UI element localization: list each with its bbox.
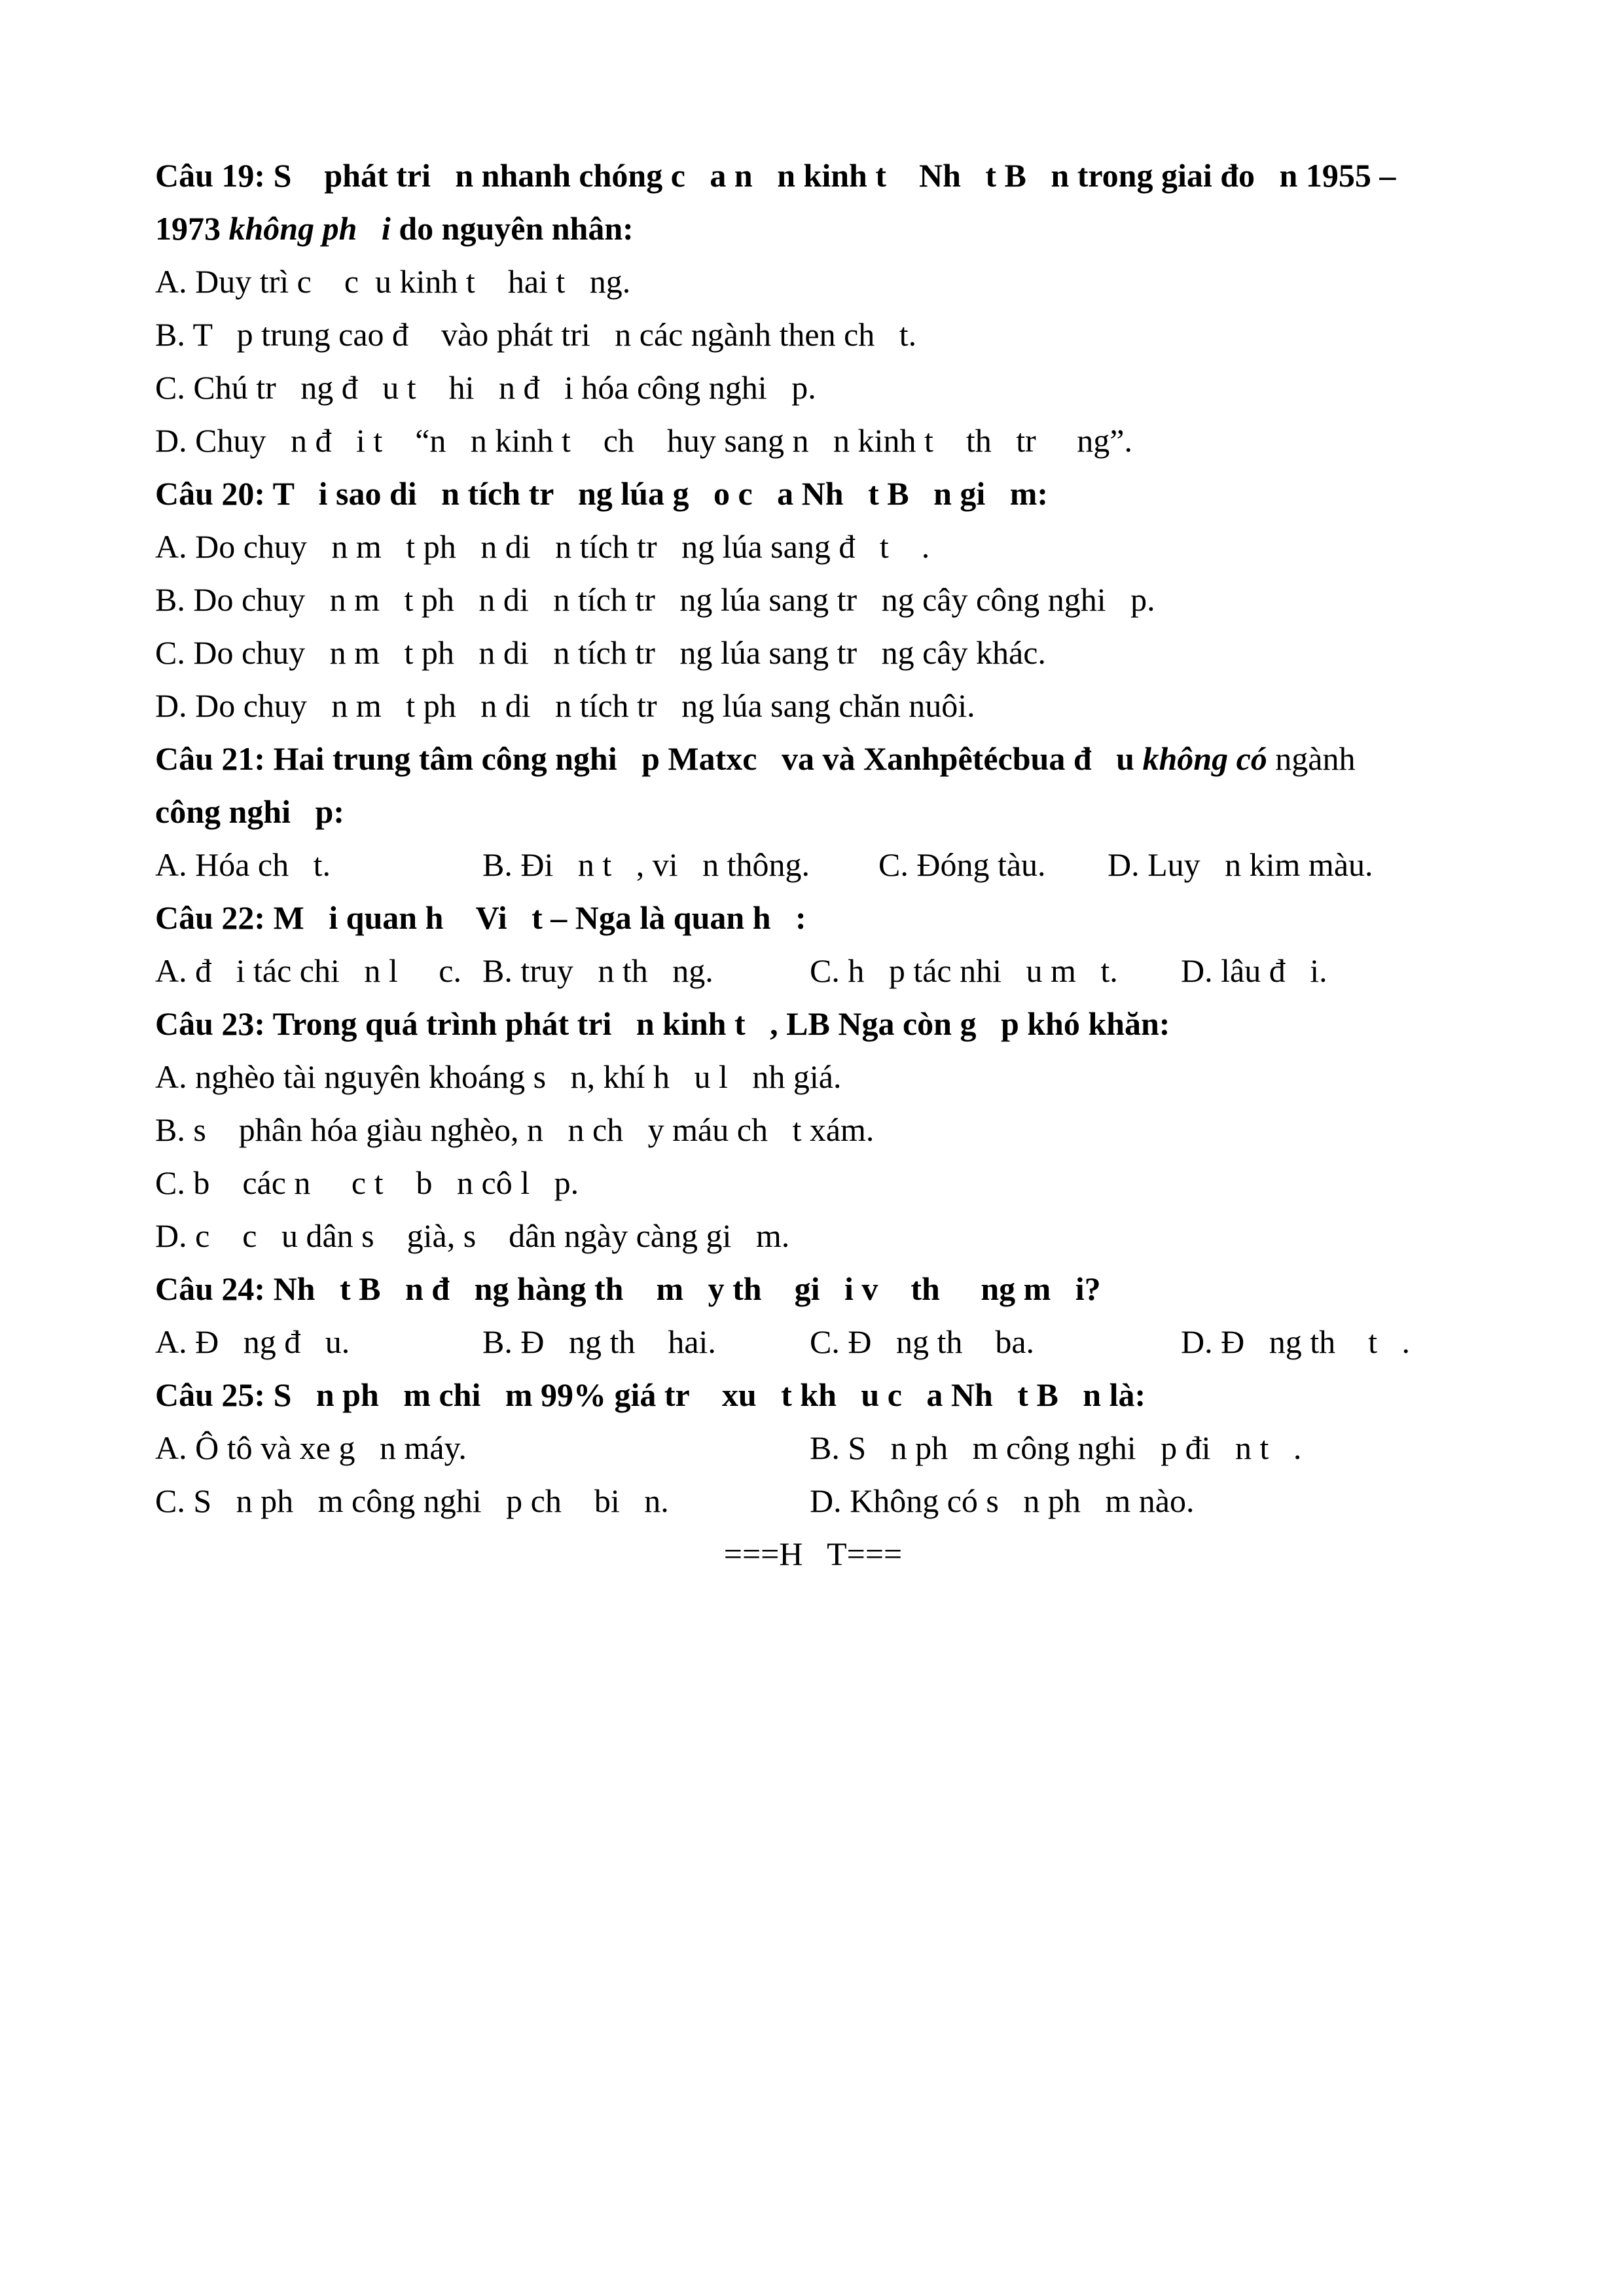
question-20-option-b: B. Do chuy n m t ph n di n tích tr ng lúa sang tr ng cây công nghi p. xyxy=(155,581,1155,618)
question-19-title-cont xyxy=(155,202,1471,255)
question-25-option-b: B. S n ph m công nghi p đi n t . xyxy=(810,1429,1302,1466)
question-22-option-a: A. đ i tác chi n l c. xyxy=(155,952,461,989)
question-23-option-d: D. c c u dân s già, s dân ngày càng gi m. xyxy=(155,1217,790,1254)
question-19-option-d: D. Chuy n đ i t “n n kinh t ch huy sang n n kinh t th tr ng”. xyxy=(155,422,1132,459)
question-23-option-c: C. b các n c t b n cô l p. xyxy=(155,1164,579,1201)
question-22-option-b: B. truy n th ng. xyxy=(482,952,713,989)
question-20-option-d: D. Do chuy n m t ph n di n tích tr ng lúa sang chăn nuôi. xyxy=(155,687,975,724)
question-22-option-c: C. h p tác nhi u m t. xyxy=(810,952,1118,989)
question-20-option-a: A. Do chuy n m t ph n di n tích tr ng lúa sang đ t . xyxy=(155,528,930,565)
question-21-title-start: Câu 21: Hai trung tâm công nghi p Matxc va và Xanhpêtécbua đ u xyxy=(155,740,1143,777)
question-25-title: Câu 25: S n ph m chi m 99% giá tr xu t kh u c a Nh t B n là: xyxy=(155,1376,1146,1413)
question-25-option-d: D. Không có s n ph m nào. xyxy=(810,1482,1195,1519)
question-25-options-row-2 xyxy=(155,1475,1471,1528)
question-25-option-c: C. S n ph m công nghi p ch bi n. xyxy=(155,1482,669,1519)
question-24-option-a: A. Đ ng đ u. xyxy=(155,1323,350,1360)
question-20-title: Câu 20: T i sao di n tích tr ng lúa g o c a Nh t B n gi m: xyxy=(155,475,1049,512)
question-22-option-d: D. lâu đ i. xyxy=(1181,952,1327,989)
question-21-options xyxy=(155,838,1471,891)
question-22-title: Câu 22: M i quan h Vi t – Nga là quan h : xyxy=(155,899,806,936)
question-23-option-a: A. nghèo tài nguyên khoáng s n, khí h u l nh giá. xyxy=(155,1058,842,1095)
question-19-tail: do nguyên nhân: xyxy=(390,210,634,247)
question-19-option-b: B. T p trung cao đ vào phát tri n các ngành then ch t. xyxy=(155,316,917,353)
question-21-option-d: D. Luy n kim màu. xyxy=(1108,846,1373,883)
question-24-options xyxy=(155,1316,1471,1369)
question-19-option-a: A. Duy trì c c u kinh t hai t ng. xyxy=(155,263,631,300)
question-19-title: Câu 19: S phát tri n nhanh chóng c a n n kinh t Nh t B n trong giai đo n 1955 – xyxy=(155,157,1396,194)
question-19-option-c: C. Chú tr ng đ u t hi n đ i hóa công nghi p. xyxy=(155,369,816,406)
question-24-option-b: B. Đ ng th hai. xyxy=(482,1323,716,1360)
question-22-options xyxy=(155,944,1471,997)
end-marker: ===H T=== xyxy=(723,1535,903,1572)
question-19-emphasis: không ph i xyxy=(228,210,391,247)
question-25-options-row-1 xyxy=(155,1422,1471,1475)
question-24-title: Câu 24: Nh t B n đ ng hàng th m y th gi i v th ng m i? xyxy=(155,1270,1101,1307)
question-21-title-end: ngành xyxy=(1267,740,1356,777)
question-20-option-c: C. Do chuy n m t ph n di n tích tr ng lúa sang tr ng cây khác. xyxy=(155,634,1046,671)
question-23-option-b: B. s phân hóa giàu nghèo, n n ch y máu ch t xám. xyxy=(155,1111,875,1148)
question-24-option-d: D. Đ ng th t . xyxy=(1181,1323,1410,1360)
question-21-option-b: B. Đi n t , vi n thông. xyxy=(482,846,810,883)
question-21-option-a: A. Hóa ch t. xyxy=(155,846,331,883)
question-21-title-cont: công nghi p: xyxy=(155,793,344,830)
question-21-title xyxy=(155,732,1471,785)
question-23-title: Câu 23: Trong quá trình phát tri n kinh t , LB Nga còn g p khó khăn: xyxy=(155,1005,1170,1042)
question-19-year: 1973 xyxy=(155,210,229,247)
question-24-option-c: C. Đ ng th ba. xyxy=(810,1323,1035,1360)
question-21-emphasis: không có xyxy=(1142,740,1267,777)
question-21-option-c: C. Đóng tàu. xyxy=(878,846,1046,883)
question-25-option-a: A. Ô tô và xe g n máy. xyxy=(155,1429,467,1466)
question-sheet xyxy=(155,149,1471,1581)
